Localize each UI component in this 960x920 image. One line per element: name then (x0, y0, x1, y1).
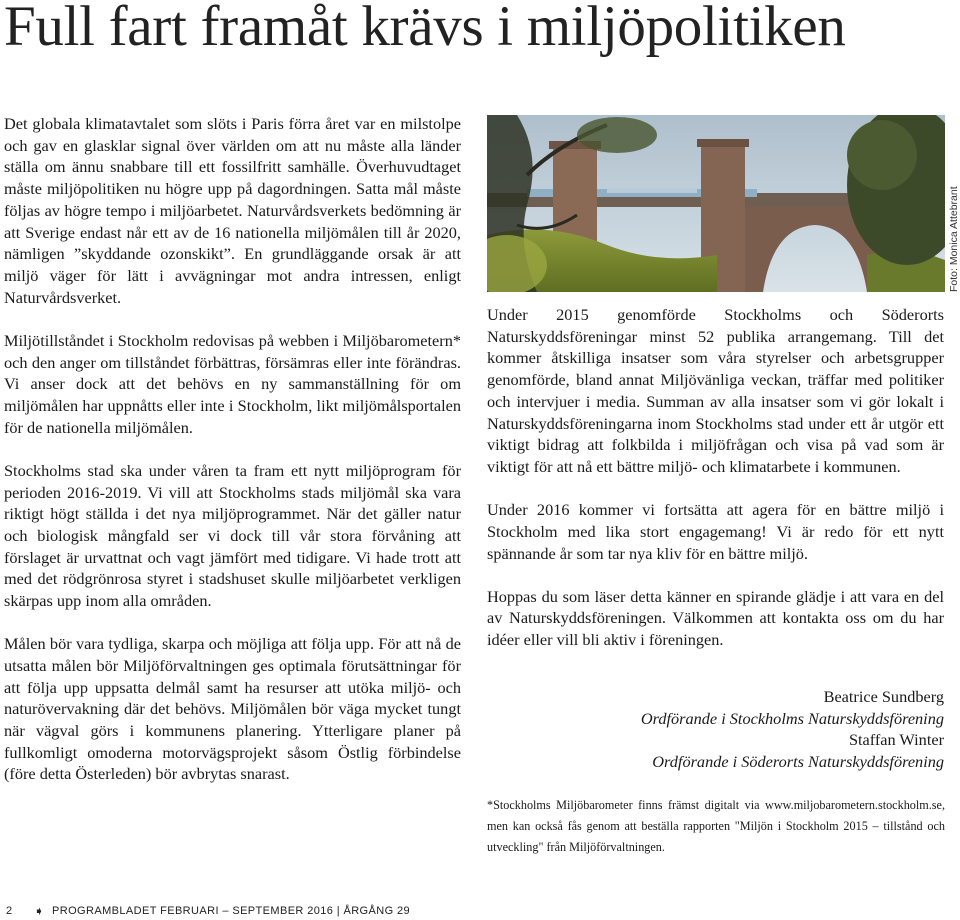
footer-text: PROGRAMBLADET FEBRUARI – SEPTEMBER 2016 | ÅRGÅNG 29 (52, 905, 411, 917)
paragraph: Det globala klimatavtalet som slöts i Paris förra året var en milstolpe och gav en glasklar signal över världen om att nu måste alla länder ställa om ännu snabbare till ett fossilfritt samhälle. Överhuvudtaget måste miljöpolitiken nu högre upp på dagordningen. Satta mål måste följas av högre tempo i miljöarbetet. Naturvårdsverkets bedömning är att Sverige endast når ett av de 16 nationella miljömålen till år 2020, nämligen ”skyddande ozonskikt”. En grundläggande orsak är att miljö väger för lätt i avvägningar mot andra intressen, enligt Naturvårdsverket. (4, 114, 461, 307)
bridge-photo-illustration (487, 115, 945, 292)
paragraph: Hoppas du som läser detta känner en spirande glädje i att vara en del av Naturskyddsföreningen. Välkommen att kontakta oss om du har idéer eller vill bli aktiv i föreningen. (487, 586, 944, 650)
page-footer (6, 904, 606, 920)
paragraph: Under 2015 genomförde Stockholms och Söderorts Naturskyddsföreningar minst 52 publika arrangemang. Till det kommer åtskilliga insatser som våra styrelser och arbetsgrupper genomförde, bland annat Miljövänliga veckan, träffar med politiker och intervjuer i media. Summan av alla insatser som vi gör lokalt i Naturskyddsföreningarna inom Stockholms stad under ett år utgör ett viktigt bidrag att folkbilda i miljöfrågan och visa på vad som är viktigt för att nå ett bättre miljö- och klimatarbete i kommunen. (487, 305, 944, 476)
arrow-icon: ➧ (34, 904, 45, 918)
left-column (4, 113, 461, 785)
signer-role: Ordförande i Stockholms Naturskyddsförening (640, 708, 944, 728)
page-number: 2 (6, 905, 13, 917)
right-column (487, 304, 944, 651)
signer-name: Staffan Winter (848, 730, 944, 749)
paragraph: Miljötillståndet i Stockholm redovisas på webben i Miljöbarometern* och den anger om tillståndet förbättras, försämras eller inte förändras. Vi anser dock att det behövs en ny sammanställning för om miljömålen har uppnåtts eller inte i Stockholm, likt miljömålsportalen för de nationella miljömålen. (4, 330, 461, 437)
paragraph: Stockholms stad ska under våren ta fram ett nytt miljöprogram för perioden 2016-2019. Vi vill att Stockholms stads miljömål ska vara riktigt högt ställda i det nya miljöprogrammet. När det gäller natur och biologisk mångfald ser vi dock till vår stora förvåning att förslaget är urvattnat och vagt jämfört med tidigare. Vi hade trott att med det rödgrönrosa styret i stadshuset skulle miljöarbetet verkligen skärpas upp inom alla områden. (4, 460, 461, 611)
photo-credit-text: Foto: Monica Attebrant (948, 186, 960, 292)
paragraph: Under 2016 kommer vi fortsätta att agera för en bättre miljö i Stockholm med lika stort engagemang! Vi är redo för ett nytt spännande år som tar nya kliv för en bättre miljö. (487, 500, 944, 563)
signature-block (504, 686, 944, 772)
paragraph: Målen bör vara tydliga, skarpa och möjliga att följa upp. För att nå de utsatta målen bör Miljöförvaltningen ges optimala förutsättningar för att följa upp uppsatta delmål samt ha resurser att utöka miljö- och naturövervakning där det behövs. Miljömålen bör väga mycket tungt när vägval görs i kommunens planering. Ytterligare planer på fullkomligt omoderna motorvägsprojekt såsom Östlig förbindelse (före detta Österleden) bör avbrytas snarast. (4, 634, 461, 784)
signer-name: Beatrice Sundberg (823, 687, 944, 706)
signer-role: Ordförande i Söderorts Naturskyddsförening (652, 751, 944, 771)
photo-credit (948, 186, 960, 293)
footnote: *Stockholms Miljöbarometer finns främst digitalt via www.miljobarometern.stockholm.se, men kan också fås genom att beställa rapporten "Miljön i Stockholm 2015 – tillstånd och utveckling" från Miljöförvaltningen. (487, 798, 945, 854)
article-title: Full fart framåt krävs i miljöpolitiken (4, 0, 846, 58)
bridge-photo (487, 115, 945, 292)
